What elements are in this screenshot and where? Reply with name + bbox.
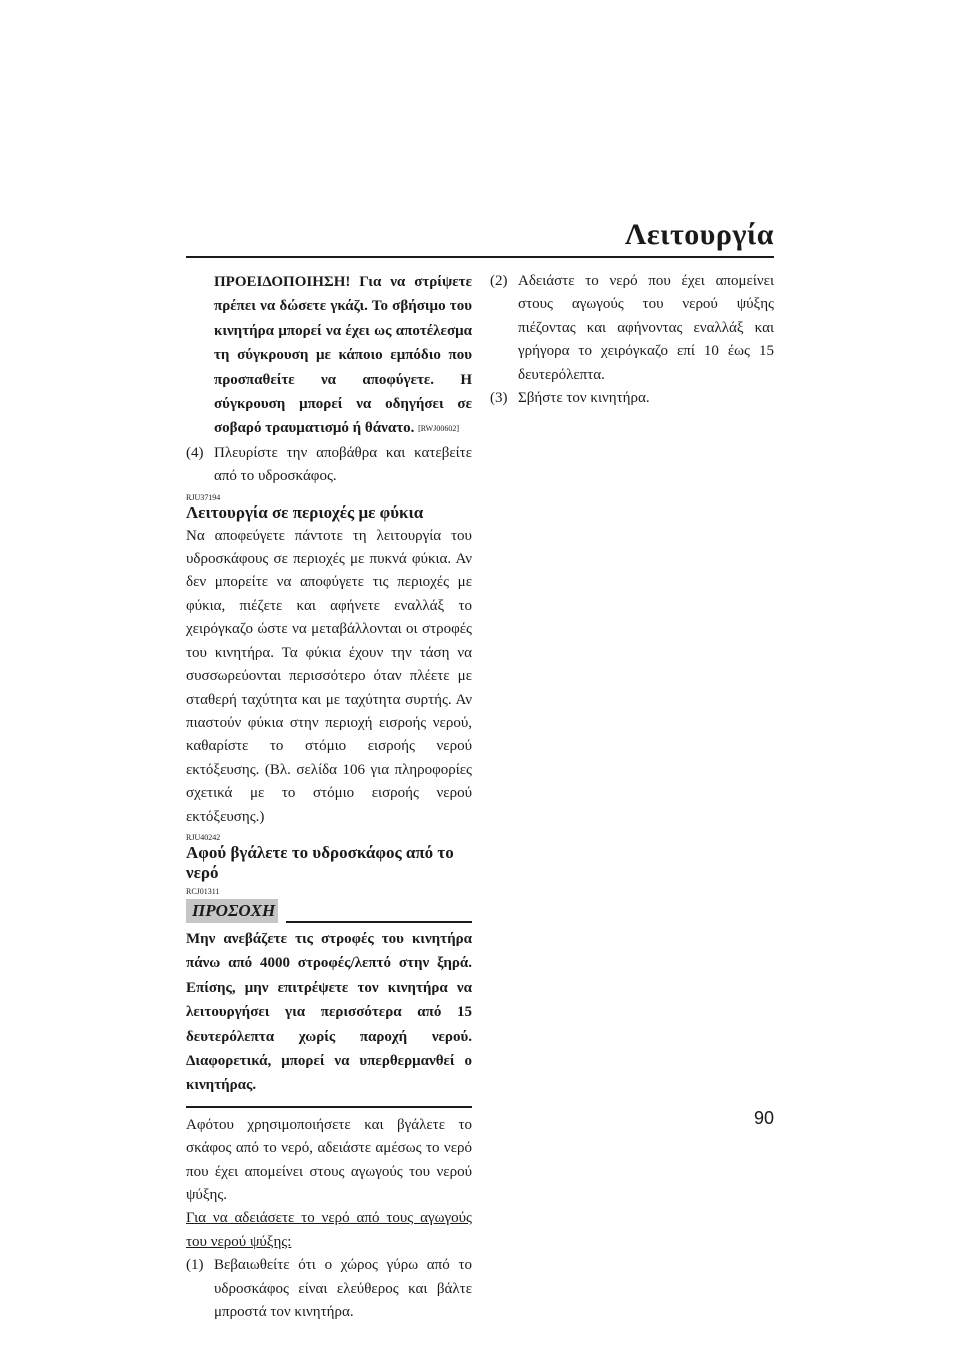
section-2-title: Αφού βγάλετε το υδροσκάφος από το νερό bbox=[186, 842, 454, 882]
warning-text: ΠΡΟΕΙΔΟΠΟΙΗΣΗ! Για να στρίψετε πρέπει να δώσετε γκάζι. Το σβήσιμο του κινητήρα μπορεί να έχει ως αποτέλεσμα τη σύγκρουση με κάποιο εμπόδιο που προσπαθείτε να αποφύγετε. Η σύγκρουση μπορεί να οδηγήσει σε σοβαρό τραυματισμό ή θάνατο. bbox=[214, 274, 472, 437]
header-rule bbox=[186, 256, 774, 258]
step-2-number: (2) bbox=[490, 273, 508, 289]
step-4-number: (4) bbox=[186, 444, 204, 461]
step-3-number: (3) bbox=[490, 390, 508, 407]
drain-heading: Για να αδειάσετε το νερό από τους αγωγούς του νερού ψύξης: bbox=[186, 1210, 472, 1250]
warning-code: [RWJ00602] bbox=[418, 424, 460, 434]
step-2 bbox=[490, 270, 774, 387]
step-4 bbox=[186, 442, 472, 489]
section-2-code: RJU40242 bbox=[186, 832, 221, 842]
section-1-code: RJU37194 bbox=[186, 492, 221, 502]
step-3-text: Σβήστε τον κινητήρα. bbox=[518, 390, 650, 407]
step-1-text: Βεβαιωθείτε ότι ο χώρος γύρω από το υδροσκάφος είναι ελεύθερος και βάλτε μπροστά τον κινητήρα. bbox=[214, 1257, 472, 1321]
page-header-title: Λειτουργία bbox=[624, 218, 774, 251]
after-use-text: Αφότου χρησιμοποιήσετε και βγάλετε το σκάφος από το νερό, αδειάστε αμέσως το νερό που έχει απομείνει στους αγωγούς του νερού ψύξης. bbox=[186, 1116, 472, 1203]
page-number: 90 bbox=[753, 1108, 774, 1128]
section-1-title: Λειτουργία σε περιοχές με φύκια bbox=[186, 502, 424, 522]
caution-text: Μην ανεβάζετε τις στροφές του κινητήρα πάνω από 4000 στροφές/λεπτό στην ξηρά. Επίσης, μην επιτρέψετε τον κινητήρα να λειτουργήσει για περισσότερα από 15 δευτερόλεπτα χωρίς παροχή νερού. Διαφορετικά, μπορεί να υπερθερμανθεί ο κινητήρας. bbox=[186, 930, 472, 1094]
caution-label: ΠΡΟΣΟΧΗ bbox=[186, 899, 278, 923]
step-1 bbox=[186, 1254, 472, 1324]
step-3 bbox=[490, 387, 774, 410]
step-1-number: (1) bbox=[186, 1257, 204, 1274]
step-4-text: Πλευρίστε την αποβάθρα και κατεβείτε από το υδροσκάφος. bbox=[214, 444, 472, 485]
right-column bbox=[490, 270, 774, 410]
warning-block bbox=[214, 270, 472, 442]
caution-header-rule bbox=[286, 921, 472, 923]
caution-code: RCJ01311 bbox=[186, 886, 220, 896]
step-2-text: Αδειάστε το νερό που έχει απομείνει στους αγωγούς του νερού ψύξης πιέζοντας και αφήνοντας εναλλάξ και γρήγορα το χειρόγκαζο επί 10 έως 15 δευτερόλεπτα. bbox=[518, 273, 774, 383]
section-1-body: Να αποφεύγετε πάντοτε τη λειτουργία του υδροσκάφους σε περιοχές με πυκνά φύκια. Αν δεν μπορείτε να αποφύγετε τις περιοχές με φύκια, πιέζετε και αφήνετε εναλλάξ το χειρόγκαζο ώστε να μεταβάλλονται οι στροφές του κινητήρα. Τα φύκια έχουν την τάση να συσσωρεύονται περισσότερο όταν πλέετε με σταθερή ταχύτητα και με ταχύτητα συρτής. Αν πιαστούν φύκια στην περιοχή εισροής νερού, καθαρίστε το στόμιο εισροής νερού εκτόξευσης. (Βλ. σελίδα 106 για πληροφορίες σχετικά με το στόμιο εισροής νερού εκτόξευσης.) bbox=[186, 527, 472, 825]
caution-header bbox=[186, 899, 472, 923]
left-column bbox=[186, 270, 472, 1324]
caution-bottom-rule bbox=[186, 1106, 472, 1108]
